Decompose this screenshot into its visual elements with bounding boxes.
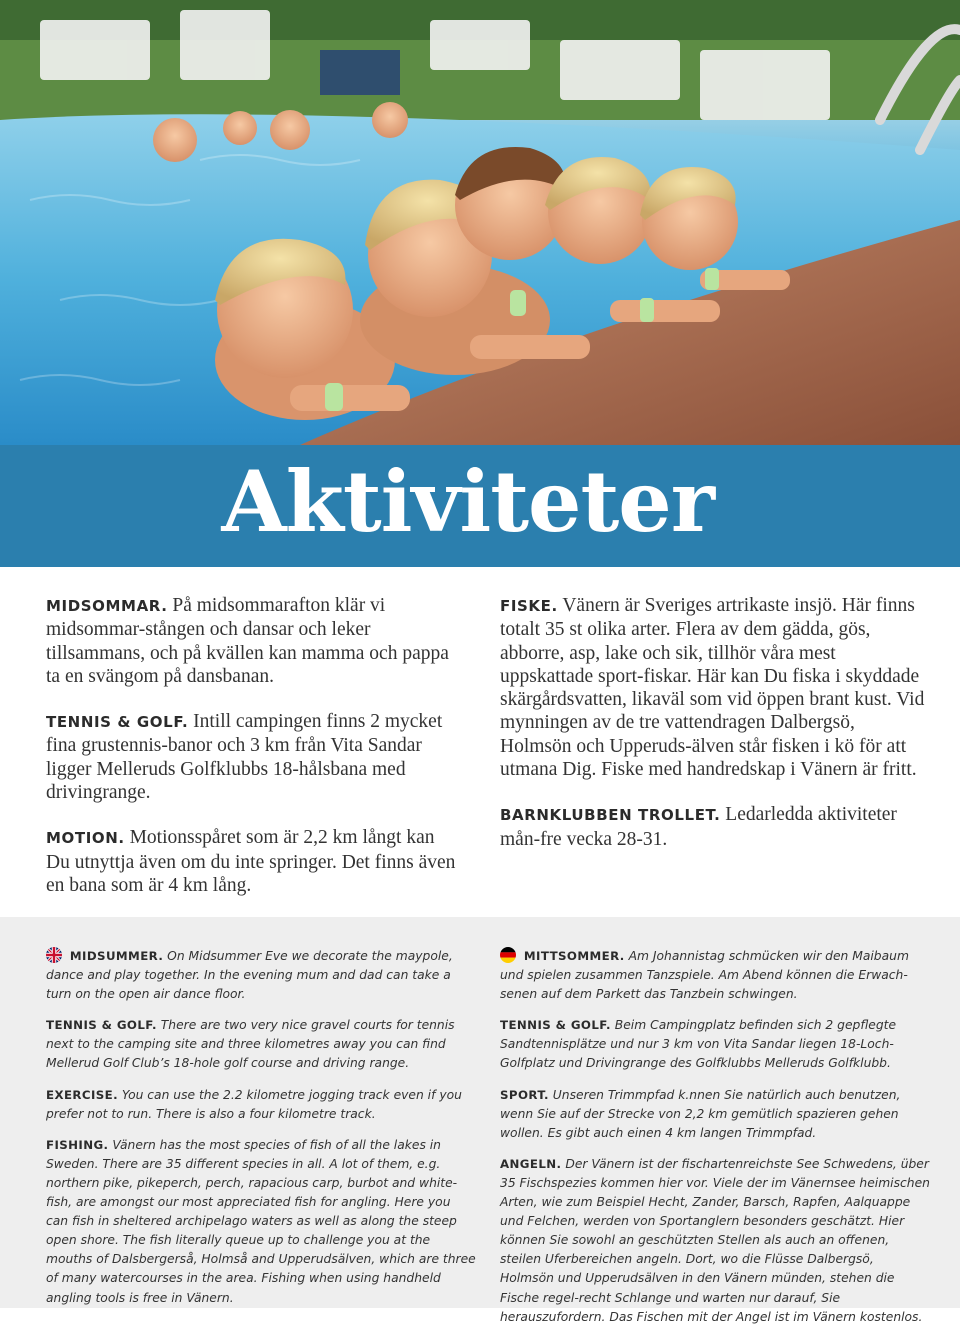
translations-panel [0, 917, 960, 1324]
en-paragraph-fishing [46, 1136, 476, 1308]
sv-text: Motionsspåret som är 2,2 km långt kan Du utnyttja även om du inte springer. Det finns även en bana som är 4 km lång. [46, 827, 456, 896]
sv-heading: MOTION. [46, 829, 125, 848]
de-text: Beim Campingplatz befinden sich 2 gepflegte Sandtennisplätze und nur 3 km von Vita Sandar liegen 18-Loch-Golfplatz und Drivingrange des Golfklubbs Melleruds Golfklubb. [500, 1018, 897, 1071]
en-text: Vänern has the most species of fish of all the lakes in Sweden. There are 35 different species in all. A lot of them, e.g. northern pike, pikeperch, perch, rapacious carp, burbot and white-fish, are amongst our most appreciated fish for angling. Here you can fish in sheltered archipelago waters as well as along the steep open shore. The fish literally queue up to challenge you at the mouths of Dalsbergerså, Holmså and Upperudsälven, which are three of many watercourses in the area. Fishing when using handheld angling tools is free in Vänern. [46, 1137, 476, 1305]
title-band [0, 445, 960, 567]
sv-text: Intill campingen finns 2 mycket fina grustennis-banor och 3 km från Vita Sandar ligger Melleruds Golfklubbs 18-hålsbana med drivingrange. [46, 711, 443, 804]
sv-heading: BARNKLUBBEN TROLLET. [500, 806, 721, 825]
german-column [500, 947, 930, 1339]
en-text: There are two very nice gravel courts for tennis next to the camping site and three kilometres away you can find Mellerud Golf Club’s 18-hole golf course and driving range. [46, 1018, 455, 1071]
sv-paragraph-motion [46, 826, 456, 897]
pool-children-photo [0, 0, 960, 445]
sv-heading: TENNIS & GOLF. [46, 713, 189, 732]
en-text: You can use the 2.2 kilometre jogging track even if you prefer not to run. There is also a four kilometre track. [46, 1087, 462, 1121]
de-text: Der Vänern ist der fischartenreichste See Schwedens, über 35 Fischspezies kommen hier vor. Viele der im Vänernsee heimischen Arten, wie zum Beispiel Hecht, Zander, Barsch, Rapfen, Aalquappe und Felchen, werden von Sportanglern besonders geschätzt. Hier können Sie sowohl an geschützten Stellen als auch an offenen, steilen Uferbereichen angeln. Dort, wo die Flüsse Dalbergsö, Holmsön und Upperudsälven in den Vänern münden, stehen die Fische regel-recht Schlange und warten nur darauf, Sie herauszufordern. Das Fischen mit der Angel ist im Vänern kostenlos. [500, 1156, 930, 1324]
de-paragraph-sport [500, 1086, 930, 1143]
swedish-right-column [500, 594, 930, 873]
sv-heading: MIDSOMMAR. [46, 597, 168, 615]
hero-photo [0, 0, 960, 445]
de-heading: SPORT. [500, 1087, 549, 1102]
swedish-left-column [46, 594, 456, 919]
en-paragraph-tennis-golf [46, 1016, 476, 1073]
sv-text: Vänern är Sveriges artrikaste insjö. Här finns totalt 35 st olika arter. Flera av dem gädda, gös, abborre, asp, lake och sik, tillhör våra mest uppskattade sport-fiskar. Här kan Du fiska i skyddade skärgårdsvatten, likaväl som vid öppen brant kust. Vid mynningen av de tre vattendragen Dalbergsö, Holmsön och Upperuds-älven står fisken i kö för att utmana Dig. Fiske med handredskap i Vänern är fritt. [500, 595, 925, 781]
de-heading: ANGELN. [500, 1156, 562, 1171]
sv-paragraph-tennis-golf [46, 710, 456, 804]
de-heading: TENNIS & GOLF. [500, 1018, 611, 1033]
sv-paragraph-barnklubben [500, 803, 930, 851]
sv-text: På midsommarafton klär vi midsommar-stången och dansar och leker tillsammans, och på kvällen kan mamma och pappa ta en svängom på dansbanan. [46, 595, 449, 687]
en-heading: EXERCISE. [46, 1087, 118, 1102]
en-heading: MIDSUMMER. [69, 949, 164, 963]
de-heading: MITTSOMMER. [523, 949, 625, 963]
sv-text: Ledarledda aktiviteter mån-fre vecka 28-31. [500, 804, 897, 850]
de-paragraph-angeln [500, 1155, 930, 1327]
de-paragraph-mittsommer [500, 947, 930, 1004]
en-paragraph-exercise [46, 1086, 476, 1124]
en-heading: TENNIS & GOLF. [46, 1018, 157, 1033]
de-text: Unseren Trimmpfad k.nnen Sie natürlich auch benutzen, wenn Sie auf der Strecke von 2,2 km gemütlich spazieren gehen wollen. Es gibt auch einen 4 km langen Trimmpfad. [500, 1087, 901, 1140]
en-heading: FISHING. [46, 1137, 109, 1152]
page-title: Aktiviteter [221, 452, 714, 551]
german-flag-icon [500, 947, 516, 963]
sv-paragraph-midsommar [46, 594, 456, 688]
de-paragraph-tennis-golf [500, 1016, 930, 1073]
sv-heading: FISKE. [500, 597, 558, 615]
english-column [46, 947, 476, 1320]
en-paragraph-midsummer [46, 947, 476, 1004]
en-text: On Midsummer Eve we decorate the maypole, dance and play together. In the evening mum and dad can take a turn on the open air dance floor. [46, 949, 453, 1002]
sv-paragraph-fiske [500, 594, 930, 781]
uk-flag-icon [46, 947, 62, 963]
de-text: Am Johannistag schmücken wir den Maibaum und spielen zusammen Tanzspiele. Am Abend können die Erwach-senen auf dem Parkett das Tanzbein schwingen. [500, 949, 909, 1002]
